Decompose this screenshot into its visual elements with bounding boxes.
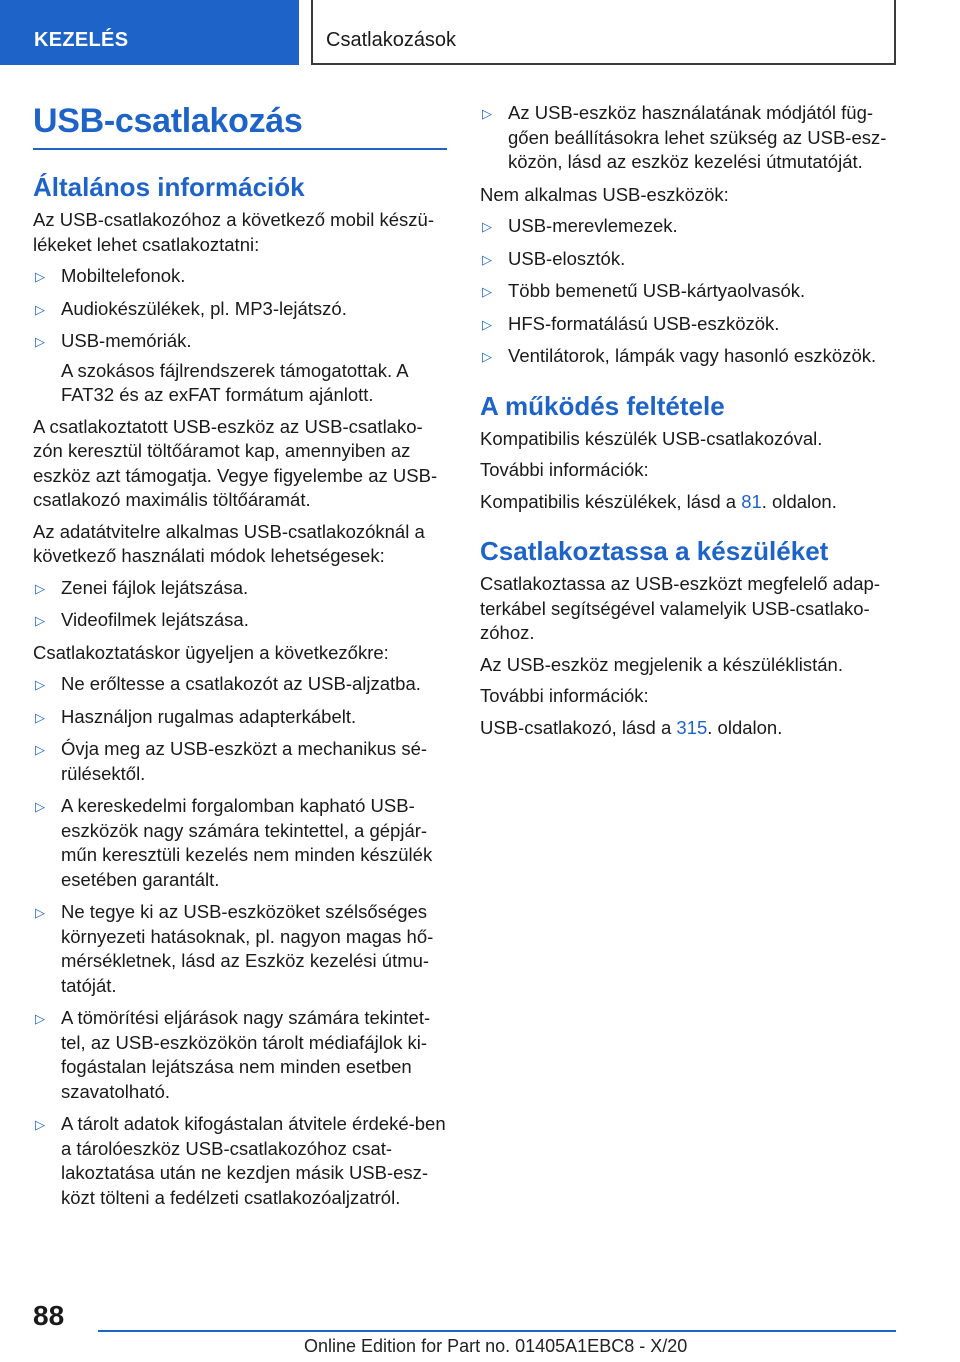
list-item: ▷ Ne tegye ki az USB-eszközöket szélsőséges környezeti hatásoknak, pl. nagyon magas hő-mérsékletnek, lásd az Eszköz kezelési útmu-tatóját.: [35, 901, 434, 996]
triangle-bullet-icon: ▷: [35, 677, 45, 692]
triangle-bullet-icon: ▷: [35, 580, 45, 596]
triangle-bullet-icon: ▷: [35, 1011, 45, 1026]
sub-paragraph: A szokásos fájlrendszerek támogatottak. A FAT32 és az exFAT formátum ajánlott.: [61, 359, 408, 405]
paragraph: További információk:: [480, 459, 649, 480]
triangle-bullet-icon: ▷: [35, 301, 45, 317]
triangle-bullet-icon: ▷: [35, 613, 45, 628]
list-item: ▷ Zenei fájlok lejátszása.: [33, 576, 447, 601]
paragraph: Nem alkalmas USB-eszközök:: [480, 183, 729, 205]
list-item: ▷ Használjon rugalmas adapterkábelt.: [33, 705, 447, 730]
left-column: [33, 98, 447, 1218]
triangle-bullet-icon: ▷: [482, 316, 492, 332]
triangle-bullet-icon: ▷: [482, 219, 492, 234]
section-tab: KEZELÉS: [0, 0, 299, 65]
triangle-bullet-icon: ▷: [35, 709, 45, 725]
list-item: ▷ Ne erőltesse a csatlakozót az USB-aljzatba.: [33, 672, 447, 697]
list-item: ▷ Audiokészülékek, pl. MP3-lejátszó.: [33, 297, 447, 322]
triangle-bullet-icon: ▷: [35, 1117, 45, 1132]
reference-paragraph: Kompatibilis készülékek, lásd a 81. oldalon.: [480, 490, 837, 512]
list-item: ▷ A tárolt adatok kifogástalan átvitele érdeké-ben a tárolóeszköz USB-csatlakozóhoz csat-lakoztatása után ne kezdjen másik USB-esz-közt tölteni a fedélzeti csatlakozóaljzatról.: [35, 1113, 446, 1208]
triangle-bullet-icon: ▷: [482, 251, 492, 267]
title-divider: [33, 148, 447, 150]
triangle-bullet-icon: ▷: [35, 334, 45, 349]
paragraph: Az adatátvitelre alkalmas USB-csatlakozóknál a következő használati módok lehetségesek:: [33, 520, 425, 566]
triangle-bullet-icon: ▷: [35, 742, 45, 757]
triangle-bullet-icon: ▷: [482, 284, 492, 299]
reference-paragraph: USB-csatlakozó, lásd a 315. oldalon.: [480, 716, 783, 738]
list-item: ▷ USB-memóriák.: [33, 329, 447, 354]
footer-edition: Online Edition for Part no. 01405A1EBC8 - X/20: [304, 1336, 688, 1356]
page-number: 88: [33, 1300, 65, 1331]
list-item: ▷ USB-elosztók.: [480, 247, 900, 272]
footer-divider: [98, 1330, 896, 1332]
list-item: ▷ Több bemenetű USB-kártyaolvasók.: [480, 279, 900, 304]
paragraph: Az USB-eszköz megjelenik a készüléklistán.: [480, 653, 843, 675]
list-item: ▷ A kereskedelmi forgalomban kapható USB-eszközök nagy számára tekintettel, a gépjár-műn keresztüli kezelés nem minden készülék esetében garantált.: [35, 795, 433, 890]
list-item: ▷ A tömörítési eljárások nagy számára tekintet-tel, az USB-eszközökön tárolt médiafájlok ki-fogástalan lejátszása nem minden esetben szavatolható.: [35, 1007, 431, 1102]
paragraph: Kompatibilis készülék USB-csatlakozóval.: [480, 427, 823, 449]
paragraph: Az USB-csatlakozóhoz a következő mobil készü-lékeket lehet csatlakoztatni:: [33, 209, 435, 255]
heading-connect-device: Csatlakoztassa a készüléket: [480, 536, 829, 566]
page-link-315[interactable]: 315: [676, 716, 708, 738]
paragraph: További információk:: [480, 685, 649, 706]
right-column: [480, 101, 900, 747]
triangle-bullet-icon: ▷: [35, 269, 45, 284]
list-item: ▷ Mobiltelefonok.: [33, 264, 447, 289]
chapter-title: Csatlakozások: [311, 0, 896, 65]
list-item: ▷ HFS-formatálású USB-eszközök.: [480, 312, 900, 337]
list-item: ▷ Az USB-eszköz használatának módjától füg-gően beállításokra lehet szükség az USB-esz-közön, lásd az eszköz kezelési útmutatóját.: [482, 102, 887, 172]
paragraph: A csatlakoztatott USB-eszköz az USB-csatlako-zón keresztül töltőáramot kap, amennyiben az eszköz azt támogatja. Vegye figyelembe az USB-csatlakozó maximális töltőáramát.: [33, 415, 438, 510]
heading-general-info: Általános információk: [33, 172, 305, 202]
list-item: ▷ Óvja meg az USB-eszközt a mechanikus sé-rülésektől.: [35, 738, 428, 784]
list-item: ▷ Ventilátorok, lámpák vagy hasonló eszközök.: [480, 344, 900, 369]
page-link-81[interactable]: 81: [741, 490, 762, 512]
triangle-bullet-icon: ▷: [482, 349, 492, 364]
triangle-bullet-icon: ▷: [35, 799, 45, 814]
paragraph: Csatlakoztatáskor ügyeljen a következőkre:: [33, 641, 389, 663]
list-item: ▷ USB-merevlemezek.: [480, 214, 900, 239]
paragraph: Csatlakoztassa az USB-eszközt megfelelő adap-terkábel segítségével valamelyik USB-csatlako-zóhoz.: [480, 573, 880, 643]
page-title: USB-csatlakozás: [33, 102, 303, 140]
list-item: ▷ Videofilmek lejátszása.: [33, 608, 447, 633]
heading-requirements: A működés feltétele: [480, 390, 725, 421]
triangle-bullet-icon: ▷: [35, 905, 45, 920]
triangle-bullet-icon: ▷: [482, 106, 492, 121]
